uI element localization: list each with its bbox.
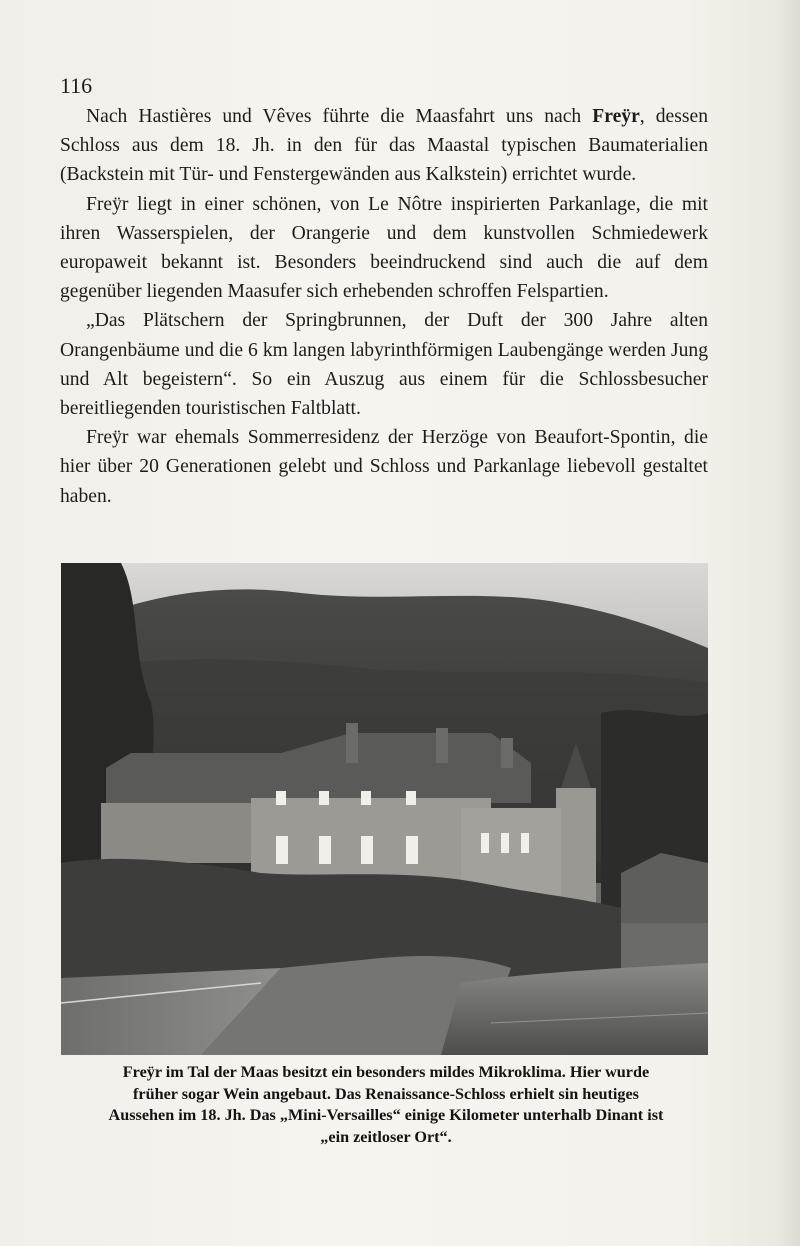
caption-line-2: früher sogar Wein angebaut. Das Renaissance-Schloss erhielt sin heutiges [133, 1084, 639, 1103]
place-name-freyr: Freÿr [592, 106, 640, 127]
castle-photo [61, 563, 708, 1055]
paragraph-1-pre: Nach Hastières und Vêves führte die Maasfahrt uns nach [86, 106, 593, 127]
page-edge-shadow [774, 0, 800, 1246]
photo-caption [62, 1062, 710, 1148]
paragraph-1 [60, 102, 708, 190]
caption-line-4: „ein zeitloser Ort“. [320, 1127, 452, 1146]
paragraph-4: Freÿr war ehemals Sommerresidenz der Herzöge von Beaufort-Spontin, die hier über 20 Generationen gelebt und Schloss und Parkanlage liebevoll gestaltet haben. [60, 427, 708, 507]
caption-line-3: Aussehen im 18. Jh. Das „Mini-Versailles“ einige Kilometer unterhalb Dinant ist [108, 1106, 664, 1124]
castle-photo-illustration [61, 563, 708, 1055]
body-text [60, 102, 708, 511]
paragraph-1-post: , dessen Schloss aus dem 18. Jh. in den für das Maastal typischen Baumaterialien (Backstein mit Tür- und Fenstergewänden aus Kalkstein) errichtet wurde. [60, 106, 708, 186]
caption-line-1: Freÿr im Tal der Maas besitzt ein besonders mildes Mikroklima. Hier wurde [122, 1063, 650, 1081]
page-number: 116 [60, 73, 93, 98]
paragraph-2: Freÿr liegt in einer schönen, von Le Nôtre inspirierten Parkanlage, die mit ihren Wasserspielen, der Orangerie und dem kunstvollen Schmiedewerk europaweit bekannt ist. Besonders beeindruckend sind auch die auf dem gegenüber liegenden Maasufer sich erhebenden schroffen Felspartien. [60, 193, 708, 303]
paragraph-3: „Das Plätschern der Springbrunnen, der Duft der 300 Jahre alten Orangenbäume und die 6 km langen labyrinthförmigen Laubengänge werden Jung und Alt begeistern“. So ein Auszug aus einem für die Schlossbesucher bereitliegenden touristischen Faltblatt. [60, 310, 708, 420]
